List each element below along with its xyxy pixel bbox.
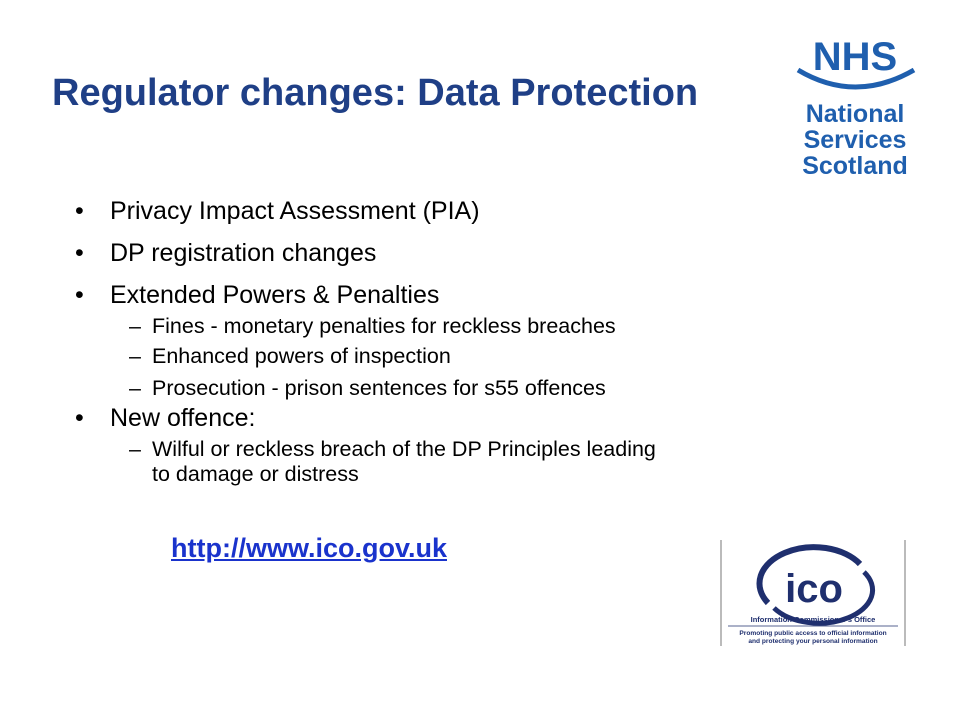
ico-website-link[interactable]: http://www.ico.gov.uk [171, 533, 447, 563]
sub-bullet-item [75, 376, 795, 401]
bullet-item: • DP registration changes [75, 238, 795, 268]
bullet-item: • New offence: [75, 403, 795, 433]
nhs-logo-line1: National [805, 100, 905, 128]
slide-title: Regulator changes: Data Protection [52, 72, 699, 114]
sub-bullet-item [75, 437, 795, 487]
nhs-logo-line3: Scotland [802, 152, 908, 180]
nhs-national-services-scotland-logo [790, 34, 920, 184]
sub-bullet-text: Enhanced powers of inspection [152, 344, 451, 368]
sub-bullet-text-line2: to damage or distress [152, 462, 359, 486]
bullet-list [75, 196, 795, 487]
sub-bullet-item [75, 314, 795, 339]
sub-bullet-dash: – [129, 344, 141, 368]
sub-bullet-text-line1: Wilful or reckless breach of the DP Principles leading [152, 437, 656, 461]
ico-name-text: Information Commissioner's Office [750, 615, 876, 624]
sub-bullet-dash: – [129, 376, 141, 400]
ico-logo [722, 540, 904, 646]
bullet-item: • Privacy Impact Assessment (PIA) [75, 196, 795, 226]
ico-tagline-line1: Promoting public access to official information [739, 630, 887, 637]
nhs-badge-text: NHS [812, 35, 898, 79]
ico-tagline-line2: and protecting your personal information [748, 638, 878, 645]
sub-bullet-dash: – [129, 314, 141, 338]
sub-bullet-item [75, 344, 795, 369]
bullet-item: • Extended Powers & Penalties [75, 280, 795, 310]
ico-mark-text: ico [785, 567, 843, 611]
sub-bullet-text: Fines - monetary penalties for reckless breaches [152, 314, 616, 338]
sub-bullet-text: Prosecution - prison sentences for s55 offences [152, 376, 606, 400]
sub-bullet-dash: – [129, 437, 141, 461]
nhs-logo-line2: Services [803, 126, 907, 154]
ico-logo-frame [720, 540, 906, 646]
